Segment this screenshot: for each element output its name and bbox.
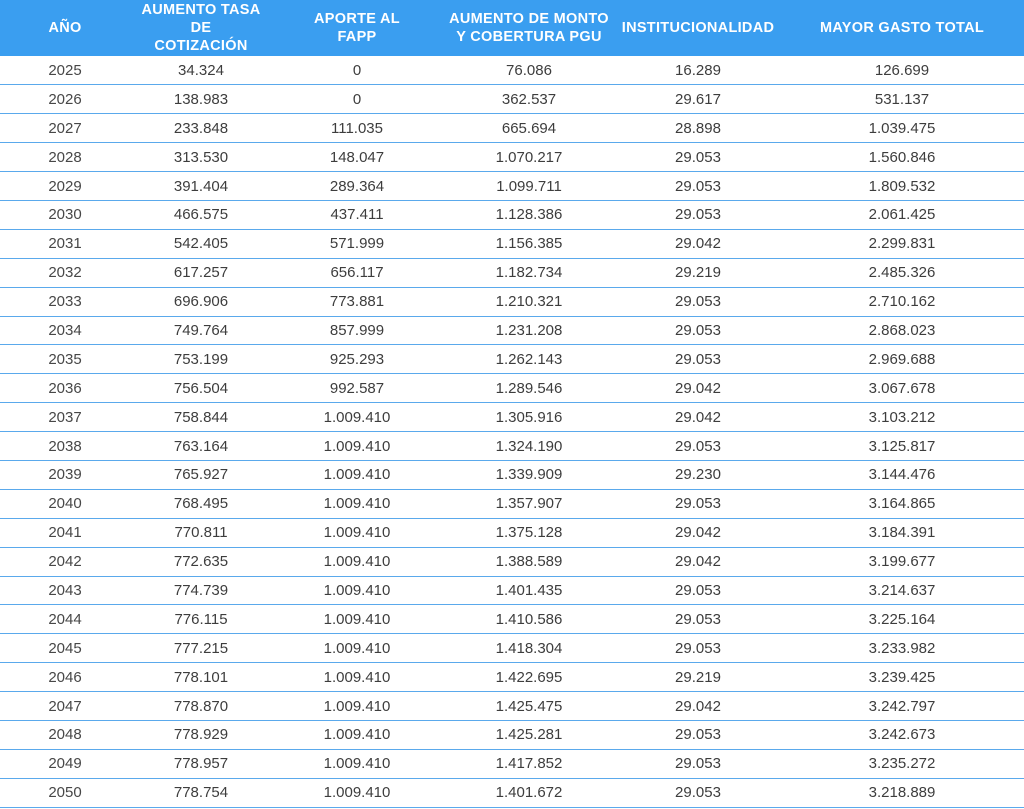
total-cell: 3.235.272 <box>780 749 1024 778</box>
total-cell: 3.242.797 <box>780 692 1024 721</box>
header-row <box>0 0 1024 56</box>
total-cell: 2.299.831 <box>780 229 1024 258</box>
fapp-cell: 992.587 <box>272 374 442 403</box>
pgu-cell: 1.401.435 <box>442 576 616 605</box>
year-cell: 2040 <box>0 489 130 518</box>
fapp-cell: 656.117 <box>272 258 442 287</box>
fapp-cell: 1.009.410 <box>272 605 442 634</box>
pgu-cell: 362.537 <box>442 85 616 114</box>
institutionality-cell: 29.042 <box>616 547 780 576</box>
table-row <box>0 374 1024 403</box>
year-cell: 2047 <box>0 692 130 721</box>
institutionality-cell: 29.042 <box>616 229 780 258</box>
table-row <box>0 489 1024 518</box>
table-row <box>0 316 1024 345</box>
table-row <box>0 403 1024 432</box>
table-row <box>0 85 1024 114</box>
table-body <box>0 56 1024 807</box>
contribution-rate-cell: 138.983 <box>130 85 272 114</box>
table-row <box>0 692 1024 721</box>
year-cell: 2032 <box>0 258 130 287</box>
table-row <box>0 460 1024 489</box>
contribution-rate-cell: 765.927 <box>130 460 272 489</box>
fapp-cell: 1.009.410 <box>272 432 442 461</box>
pgu-cell: 1.099.711 <box>442 172 616 201</box>
contribution-rate-cell: 772.635 <box>130 547 272 576</box>
institutionality-cell: 29.230 <box>616 460 780 489</box>
pgu-cell: 1.357.907 <box>442 489 616 518</box>
year-cell: 2042 <box>0 547 130 576</box>
table-row <box>0 720 1024 749</box>
year-cell: 2037 <box>0 403 130 432</box>
year-cell: 2036 <box>0 374 130 403</box>
header-year: AÑO <box>0 0 130 56</box>
institutionality-cell: 29.053 <box>616 720 780 749</box>
table-row <box>0 518 1024 547</box>
fapp-cell: 0 <box>272 56 442 85</box>
pgu-cell: 76.086 <box>442 56 616 85</box>
fapp-cell: 925.293 <box>272 345 442 374</box>
year-cell: 2025 <box>0 56 130 85</box>
pgu-cell: 1.070.217 <box>442 143 616 172</box>
pgu-cell: 1.410.586 <box>442 605 616 634</box>
total-cell: 3.103.212 <box>780 403 1024 432</box>
total-cell: 3.233.982 <box>780 634 1024 663</box>
institutionality-cell: 29.053 <box>616 432 780 461</box>
pgu-cell: 1.339.909 <box>442 460 616 489</box>
pgu-cell: 1.156.385 <box>442 229 616 258</box>
pgu-cell: 1.425.475 <box>442 692 616 721</box>
fapp-cell: 1.009.410 <box>272 489 442 518</box>
fapp-cell: 1.009.410 <box>272 403 442 432</box>
year-cell: 2048 <box>0 720 130 749</box>
total-cell: 1.809.532 <box>780 172 1024 201</box>
institutionality-cell: 29.053 <box>616 778 780 807</box>
table-row <box>0 432 1024 461</box>
total-cell: 2.061.425 <box>780 200 1024 229</box>
total-cell: 2.868.023 <box>780 316 1024 345</box>
total-cell: 3.214.637 <box>780 576 1024 605</box>
institutionality-cell: 29.042 <box>616 692 780 721</box>
fapp-cell: 1.009.410 <box>272 460 442 489</box>
fapp-cell: 1.009.410 <box>272 749 442 778</box>
total-cell: 3.242.673 <box>780 720 1024 749</box>
pgu-cell: 1.182.734 <box>442 258 616 287</box>
total-cell: 3.199.677 <box>780 547 1024 576</box>
fapp-cell: 857.999 <box>272 316 442 345</box>
header-total-spending: MAYOR GASTO TOTAL <box>780 0 1024 56</box>
fapp-cell: 111.035 <box>272 114 442 143</box>
contribution-rate-cell: 778.957 <box>130 749 272 778</box>
fapp-cell: 1.009.410 <box>272 663 442 692</box>
table-row <box>0 56 1024 85</box>
table-row <box>0 258 1024 287</box>
fapp-cell: 148.047 <box>272 143 442 172</box>
pgu-cell: 1.422.695 <box>442 663 616 692</box>
contribution-rate-cell: 756.504 <box>130 374 272 403</box>
total-cell: 3.067.678 <box>780 374 1024 403</box>
year-cell: 2035 <box>0 345 130 374</box>
total-cell: 3.125.817 <box>780 432 1024 461</box>
institutionality-cell: 29.053 <box>616 489 780 518</box>
fapp-cell: 1.009.410 <box>272 576 442 605</box>
table-row <box>0 605 1024 634</box>
year-cell: 2046 <box>0 663 130 692</box>
contribution-rate-cell: 778.870 <box>130 692 272 721</box>
year-cell: 2045 <box>0 634 130 663</box>
year-cell: 2044 <box>0 605 130 634</box>
header-pgu-amount-coverage-increase: AUMENTO DE MONTO Y COBERTURA PGU <box>442 0 616 56</box>
table-row <box>0 663 1024 692</box>
fapp-cell: 1.009.410 <box>272 778 442 807</box>
institutionality-cell: 29.219 <box>616 258 780 287</box>
contribution-rate-cell: 777.215 <box>130 634 272 663</box>
year-cell: 2031 <box>0 229 130 258</box>
total-cell: 2.710.162 <box>780 287 1024 316</box>
contribution-rate-cell: 617.257 <box>130 258 272 287</box>
table-row <box>0 749 1024 778</box>
contribution-rate-cell: 778.929 <box>130 720 272 749</box>
contribution-rate-cell: 696.906 <box>130 287 272 316</box>
fapp-cell: 1.009.410 <box>272 634 442 663</box>
pgu-cell: 1.418.304 <box>442 634 616 663</box>
total-cell: 3.184.391 <box>780 518 1024 547</box>
institutionality-cell: 29.053 <box>616 172 780 201</box>
institutionality-cell: 29.617 <box>616 85 780 114</box>
pgu-cell: 1.388.589 <box>442 547 616 576</box>
pgu-cell: 1.425.281 <box>442 720 616 749</box>
contribution-rate-cell: 778.754 <box>130 778 272 807</box>
year-cell: 2026 <box>0 85 130 114</box>
contribution-rate-cell: 776.115 <box>130 605 272 634</box>
total-cell: 3.144.476 <box>780 460 1024 489</box>
year-cell: 2028 <box>0 143 130 172</box>
pgu-cell: 1.128.386 <box>442 200 616 229</box>
pgu-cell: 1.262.143 <box>442 345 616 374</box>
header-fapp-contribution: APORTE AL FAPP <box>272 0 442 56</box>
year-cell: 2050 <box>0 778 130 807</box>
fapp-cell: 437.411 <box>272 200 442 229</box>
header-contribution-rate-increase: AUMENTO TASA DE COTIZACIÓN <box>130 0 272 56</box>
year-cell: 2034 <box>0 316 130 345</box>
total-cell: 3.239.425 <box>780 663 1024 692</box>
pgu-cell: 665.694 <box>442 114 616 143</box>
table-row <box>0 172 1024 201</box>
total-cell: 1.560.846 <box>780 143 1024 172</box>
table-row <box>0 547 1024 576</box>
table-row <box>0 778 1024 807</box>
table-header <box>0 0 1024 56</box>
pgu-cell: 1.401.672 <box>442 778 616 807</box>
pgu-cell: 1.324.190 <box>442 432 616 461</box>
contribution-rate-cell: 313.530 <box>130 143 272 172</box>
year-cell: 2041 <box>0 518 130 547</box>
contribution-rate-cell: 233.848 <box>130 114 272 143</box>
table-row <box>0 114 1024 143</box>
fapp-cell: 1.009.410 <box>272 547 442 576</box>
fapp-cell: 1.009.410 <box>272 518 442 547</box>
fapp-cell: 773.881 <box>272 287 442 316</box>
contribution-rate-cell: 763.164 <box>130 432 272 461</box>
pgu-cell: 1.231.208 <box>442 316 616 345</box>
total-cell: 3.225.164 <box>780 605 1024 634</box>
year-cell: 2049 <box>0 749 130 778</box>
contribution-rate-cell: 34.324 <box>130 56 272 85</box>
table-row <box>0 576 1024 605</box>
contribution-rate-cell: 770.811 <box>130 518 272 547</box>
contribution-rate-cell: 391.404 <box>130 172 272 201</box>
year-cell: 2038 <box>0 432 130 461</box>
total-cell: 126.699 <box>780 56 1024 85</box>
total-cell: 2.485.326 <box>780 258 1024 287</box>
institutionality-cell: 29.053 <box>616 287 780 316</box>
table-row <box>0 229 1024 258</box>
total-cell: 531.137 <box>780 85 1024 114</box>
year-cell: 2033 <box>0 287 130 316</box>
header-institutionality: INSTITUCIONALIDAD <box>616 0 780 56</box>
contribution-rate-cell: 542.405 <box>130 229 272 258</box>
year-cell: 2029 <box>0 172 130 201</box>
table-row <box>0 634 1024 663</box>
institutionality-cell: 29.053 <box>616 143 780 172</box>
total-cell: 3.164.865 <box>780 489 1024 518</box>
year-cell: 2030 <box>0 200 130 229</box>
pgu-cell: 1.375.128 <box>442 518 616 547</box>
institutionality-cell: 29.042 <box>616 403 780 432</box>
institutionality-cell: 29.053 <box>616 576 780 605</box>
institutionality-cell: 29.053 <box>616 605 780 634</box>
institutionality-cell: 29.053 <box>616 200 780 229</box>
contribution-rate-cell: 778.101 <box>130 663 272 692</box>
year-cell: 2027 <box>0 114 130 143</box>
fapp-cell: 571.999 <box>272 229 442 258</box>
institutionality-cell: 28.898 <box>616 114 780 143</box>
institutionality-cell: 29.042 <box>616 518 780 547</box>
institutionality-cell: 29.053 <box>616 345 780 374</box>
fapp-cell: 289.364 <box>272 172 442 201</box>
pgu-cell: 1.210.321 <box>442 287 616 316</box>
table-row <box>0 200 1024 229</box>
year-cell: 2043 <box>0 576 130 605</box>
total-cell: 1.039.475 <box>780 114 1024 143</box>
fapp-cell: 1.009.410 <box>272 692 442 721</box>
total-cell: 2.969.688 <box>780 345 1024 374</box>
total-cell: 3.218.889 <box>780 778 1024 807</box>
table-row <box>0 287 1024 316</box>
contribution-rate-cell: 753.199 <box>130 345 272 374</box>
pgu-cell: 1.289.546 <box>442 374 616 403</box>
institutionality-cell: 16.289 <box>616 56 780 85</box>
table-row <box>0 143 1024 172</box>
contribution-rate-cell: 758.844 <box>130 403 272 432</box>
institutionality-cell: 29.053 <box>616 634 780 663</box>
institutionality-cell: 29.219 <box>616 663 780 692</box>
fapp-cell: 0 <box>272 85 442 114</box>
contribution-rate-cell: 466.575 <box>130 200 272 229</box>
contribution-rate-cell: 768.495 <box>130 489 272 518</box>
institutionality-cell: 29.053 <box>616 316 780 345</box>
institutionality-cell: 29.053 <box>616 749 780 778</box>
pgu-cell: 1.305.916 <box>442 403 616 432</box>
year-cell: 2039 <box>0 460 130 489</box>
pgu-cell: 1.417.852 <box>442 749 616 778</box>
table-row <box>0 345 1024 374</box>
contribution-rate-cell: 774.739 <box>130 576 272 605</box>
fapp-cell: 1.009.410 <box>272 720 442 749</box>
contribution-rate-cell: 749.764 <box>130 316 272 345</box>
institutionality-cell: 29.042 <box>616 374 780 403</box>
